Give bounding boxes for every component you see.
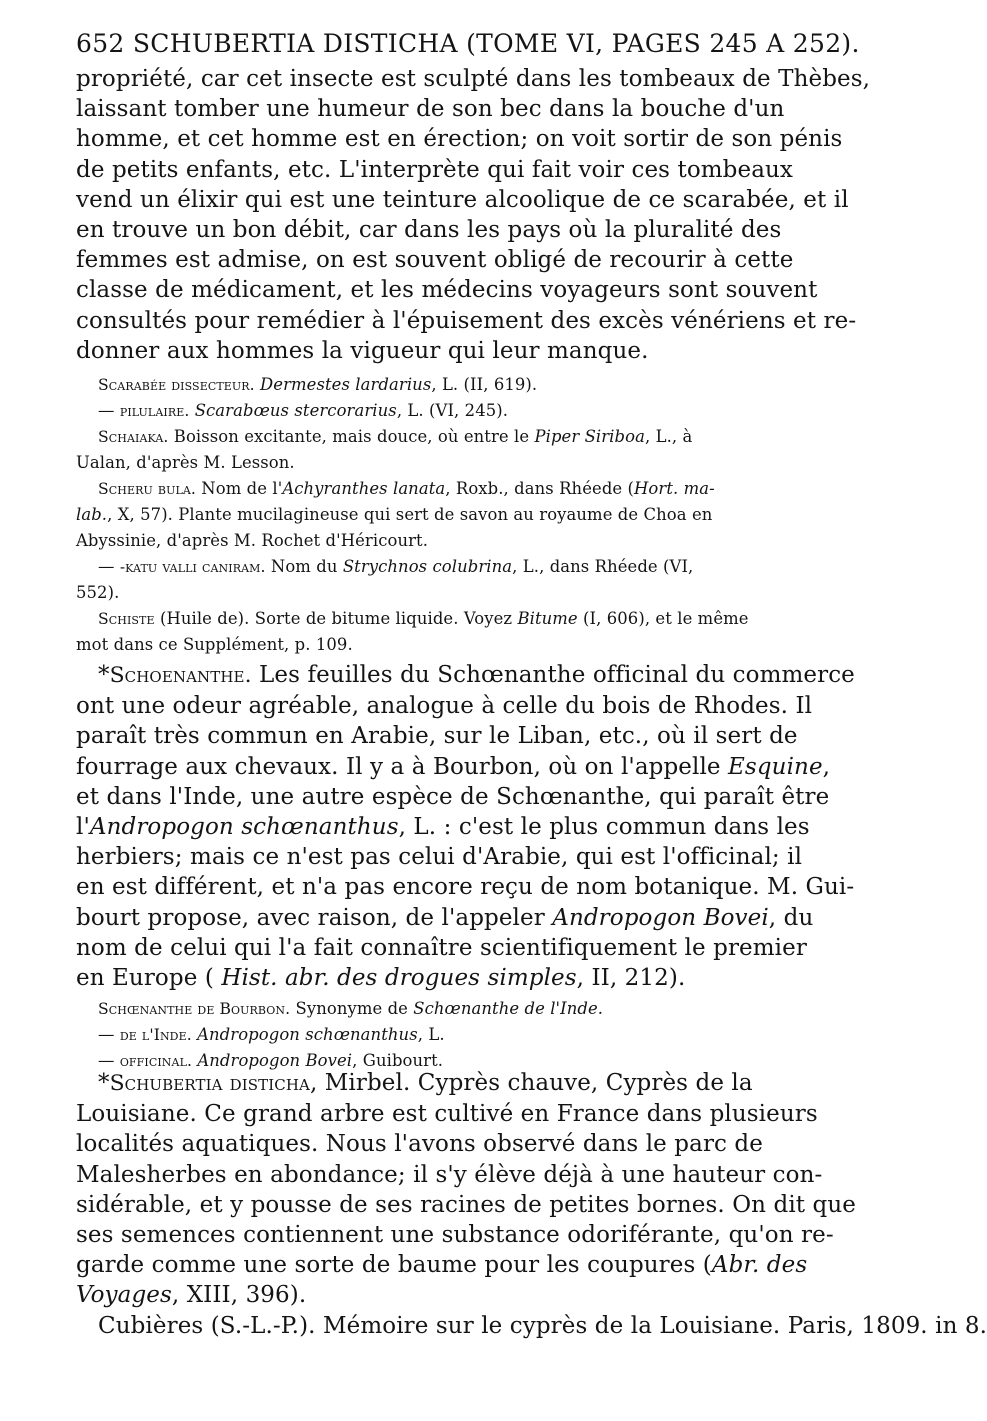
text-line: ont une odeur agréable, analogue à celle du bois de Rhodes. Il (76, 693, 813, 720)
text-line (76, 903, 814, 933)
text-line (76, 752, 831, 782)
running-header (76, 24, 860, 64)
entry-text: Boisson excitante, mais douce, où entre le (168, 427, 535, 446)
text-line: herbiers; mais ce n'est pas celui d'Arabie, qui est l'officinal; il (76, 844, 803, 871)
latin-name: Andropogon schœnanthus (89, 814, 399, 841)
text-line: consultés pour remédier à l'épuisement des excès vénériens et re- (76, 307, 857, 334)
entry-text: , L., dans Rhéede (VI, (512, 557, 694, 576)
text-line: paraît très commun en Arabie, sur le Liban, etc., où il sert de (76, 723, 798, 750)
entry-text: l' (76, 814, 90, 841)
latin-name: Andropogon Bovei (552, 904, 769, 931)
citation: Abr. des (711, 1252, 808, 1279)
entry-de-linde (76, 1022, 776, 1048)
intro-paragraph (76, 64, 871, 366)
entry-dash: — (98, 1051, 115, 1070)
entry-text: , du (768, 904, 814, 931)
entry-schiste (76, 606, 776, 632)
latin-name: Andropogon Bovei (197, 1051, 353, 1070)
entry-head: Schœnanthe de Bourbon. (98, 1000, 291, 1018)
small-entries-block (76, 372, 776, 658)
entry-head: pilulaire. (119, 402, 190, 420)
entry-dash: — (98, 1025, 115, 1044)
entry-scarabee-dissecteur (76, 372, 776, 398)
text-line: en est différent, et n'a pas encore reçu de nom botanique. M. Gui- (76, 874, 855, 901)
latin-name: Dermestes lardarius (260, 375, 432, 394)
entry-text: Synonyme de (290, 999, 414, 1018)
entry-schoenanthe-bourbon (76, 996, 776, 1022)
entry-head: de l'Inde. (119, 1026, 192, 1044)
text-line (76, 1250, 808, 1280)
entry-pilulaire (76, 398, 776, 424)
asterisk: * (98, 662, 110, 688)
text-line: nom de celui qui l'a fait connaître scientifiquement le premier (76, 934, 807, 961)
running-ref-open: ( (466, 29, 477, 58)
latin-name: Andropogon schœnanthus (197, 1025, 418, 1044)
entry-dash: — (98, 557, 115, 576)
text-line (76, 963, 776, 993)
entry-text: (I, 606), et le même (577, 609, 749, 628)
text-line (76, 1280, 776, 1310)
entry-head: Scheru bula. (98, 480, 196, 498)
text-line: femmes est admise, on est souvent obligé de recourir à cette (76, 247, 794, 274)
text-line: en trouve un bon débit, car dans les pays où la pluralité des (76, 217, 782, 244)
entry-scheru-bula (76, 476, 776, 502)
text-line (76, 660, 855, 691)
entry-text: , II, 212). (576, 965, 686, 992)
text-line: laissant tomber une humeur de son bec dans la bouche d'un (76, 96, 785, 123)
entry-text: , Roxb., dans Rhéede ( (445, 479, 635, 498)
entry-text: , XIII, 396). (171, 1282, 307, 1309)
cross-reference: Bitume (517, 609, 578, 628)
entry-dash: — (98, 401, 115, 420)
entry-tail: , L. (VI, 245). (396, 401, 509, 420)
text-line: Louisiane. Ce grand arbre est cultivé en France dans plusieurs (76, 1101, 818, 1128)
entry-text: Nom de l' (195, 479, 283, 498)
page-number: 652 (76, 29, 125, 58)
entry-tail: , L., à (644, 427, 693, 446)
text-line: homme, et cet homme est en érection; on voit sortir de son pénis (76, 126, 843, 153)
citation: Hist. abr. des drogues simples (221, 965, 577, 992)
text-line: Abyssinie, d'après M. Rochet d'Héricourt. (76, 531, 429, 550)
entry-head: officinal. (119, 1052, 193, 1070)
entry-text: en Europe ( (76, 965, 222, 992)
text-line: et dans l'Inde, une autre espèce de Schœnanthe, qui paraît être (76, 783, 830, 810)
entry-schubertia (76, 1068, 987, 1341)
citation: Voyages (76, 1282, 172, 1309)
cross-reference: Schœnanthe de l'Inde. (413, 999, 604, 1018)
text-line: donner aux hommes la vigueur qui leur manque. (76, 337, 649, 364)
entry-text: bourt propose, avec raison, de l'appeler (76, 904, 553, 931)
text-line: vend un élixir qui est une teinture alcoolique de ce scarabée, et il (76, 186, 849, 213)
latin-name: Piper Siriboa (534, 427, 645, 446)
entry-text: fourrage aux chevaux. Il y a à Bourbon, où on l'appelle (76, 753, 729, 780)
entry-head: Schaiaka. (98, 428, 169, 446)
entry-head: Scarabée dissecteur. (98, 376, 255, 394)
entry-text: , X, 57). Plante mucilagineuse qui sert de savon au royaume de Choa en (107, 505, 713, 524)
text-line (76, 812, 810, 842)
citation: lab. (76, 505, 108, 524)
latin-name: Strychnos colubrina (342, 557, 513, 576)
text-line: sidérable, et y pousse de ses racines de petites bornes. On dit que (76, 1191, 856, 1218)
entry-tail: , L. (II, 619). (431, 375, 538, 394)
entry-katu-valli (76, 554, 776, 580)
text-line: propriété, car cet insecte est sculpté dans les tombeaux de Thèbes, (76, 66, 871, 92)
latin-name: Achyranthes lanata (282, 479, 446, 498)
entry-text: (Huile de). Sorte de bitume liquide. Voyez (154, 609, 518, 628)
entry-text: , (822, 753, 831, 780)
text-line: Malesherbes en abondance; il s'y élève déjà à une hauteur con- (76, 1161, 823, 1188)
entry-text: , L. : c'est le plus commun dans les (398, 814, 810, 841)
text-line: ses semences contiennent une substance odoriférante, qu'on re- (76, 1222, 834, 1249)
entry-head: Schoenanthe. (109, 663, 252, 688)
entry-text: garde comme une sorte de baume pour les coupures ( (76, 1252, 712, 1279)
text-line: mot dans ce Supplément, p. 109. (76, 635, 353, 654)
running-ref: TOME VI, PAGES 245 A 252 (476, 29, 842, 58)
entry-head: Schubertia disticha (109, 1071, 310, 1096)
entry-tail: , L. (417, 1025, 445, 1044)
text-line: classe de médicament, et les médecins voyageurs sont souvent (76, 277, 818, 304)
entry-text: Les feuilles du Schœnanthe officinal du commerce (251, 662, 855, 688)
latin-name: Scarabœus stercorarius (194, 401, 397, 420)
text-line: 552). (76, 583, 120, 602)
entry-schoenanthe (76, 660, 855, 993)
entry-text: Nom du (265, 557, 343, 576)
citation: Hort. ma- (634, 479, 715, 498)
latin-name: Esquine (728, 753, 823, 780)
text-line: de petits enfants, etc. L'interprète qui fait voir ces tombeaux (76, 156, 794, 183)
running-title: SCHUBERTIA DISTICHA (132, 29, 458, 58)
schoenanthe-subentries (76, 996, 776, 1074)
text-line (76, 502, 776, 528)
running-ref-close: ). (841, 29, 860, 58)
entry-tail: , Guibourt. (352, 1051, 444, 1070)
entry-schaiaka (76, 424, 776, 450)
entry-text: , Mirbel. Cyprès chauve, Cyprès de la (309, 1070, 753, 1096)
text-line: Ualan, d'après M. Lesson. (76, 453, 295, 472)
asterisk: * (98, 1070, 110, 1096)
text-line: localités aquatiques. Nous l'avons observé dans le parc de (76, 1131, 763, 1158)
entry-head: -katu valli caniram. (119, 558, 266, 576)
bibliographic-footnote: Cubières (S.-L.-P.). Mémoire sur le cyprès de la Louisiane. Paris, 1809. in 8. (98, 1312, 987, 1339)
text-line (76, 1068, 776, 1099)
entry-head: Schiste (98, 610, 155, 628)
